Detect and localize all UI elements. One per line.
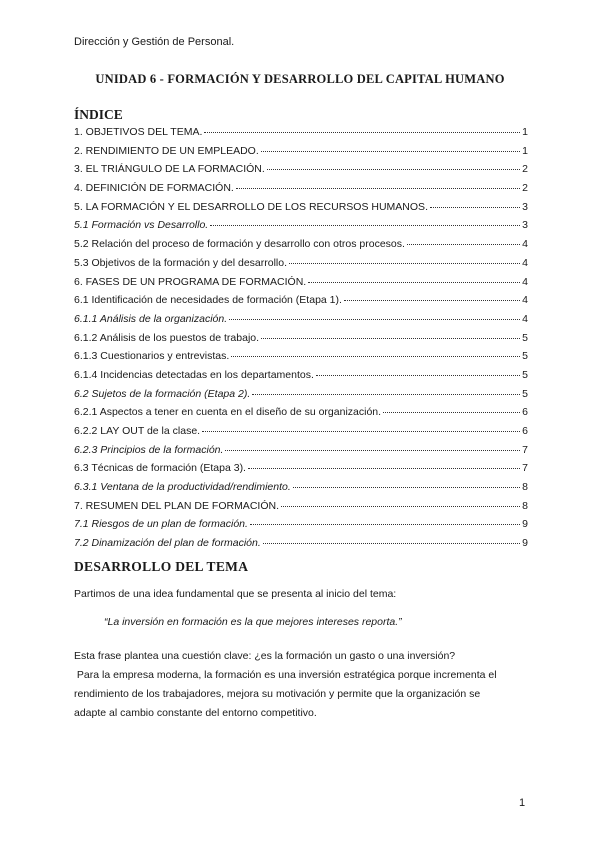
toc-entry-6-2-1[interactable]	[74, 406, 528, 425]
toc-leader-dots	[204, 132, 520, 133]
unit-title: UNIDAD 6 - FORMACIÓN Y DESARROLLO DEL CAPITAL HUMANO	[95, 72, 505, 86]
toc-entry-label: 4. DEFINICIÓN DE FORMACIÓN.	[74, 182, 234, 195]
toc-leader-dots	[430, 207, 520, 208]
toc-entry-6-1-4[interactable]	[74, 369, 528, 388]
toc-leader-dots	[229, 319, 520, 320]
toc-entry-label: 3. EL TRIÁNGULO DE LA FORMACIÓN.	[74, 163, 265, 176]
toc-entry-label: 6.1 Identificación de necesidades de formación (Etapa 1).	[74, 294, 342, 307]
toc-page-number: 3	[522, 200, 528, 213]
toc-entry-label: 6.2.3 Principios de la formación.	[74, 443, 224, 456]
development-heading: DESARROLLO DEL TEMA	[74, 559, 249, 574]
toc-page-number: 4	[522, 238, 528, 251]
toc-page-number: 4	[522, 275, 528, 288]
toc-page-number: 4	[522, 312, 528, 325]
toc-entry-6-2[interactable]	[74, 388, 528, 407]
toc-page-number: 5	[522, 387, 528, 400]
toc-leader-dots	[383, 412, 520, 413]
toc-entry-4[interactable]	[74, 182, 528, 201]
toc-entry-label: 6.3 Técnicas de formación (Etapa 3).	[74, 462, 246, 475]
toc-page-number: 8	[522, 499, 528, 512]
toc-entry-7[interactable]	[74, 500, 528, 519]
index-heading: ÍNDICE	[74, 107, 123, 122]
toc-entry-label: 1. OBJETIVOS DEL TEMA.	[74, 126, 203, 138]
toc-entry-6-3-1[interactable]	[74, 481, 528, 500]
toc-entry-label: 6.2.1 Aspectos a tener en cuenta en el diseño de su organización.	[74, 406, 382, 419]
toc-entry-6-3[interactable]	[74, 462, 528, 481]
toc-leader-dots	[202, 431, 520, 432]
toc-entry-5[interactable]	[74, 201, 528, 220]
body-line: Para la empresa moderna, la formación es una inversión estratégica porque incrementa el	[74, 669, 497, 681]
body-paragraph	[74, 647, 534, 723]
toc-page-number: 5	[522, 368, 528, 381]
toc-page-number: 5	[522, 331, 528, 344]
toc-page-number: 1	[522, 126, 528, 138]
toc-entry-label: 5.2 Relación del proceso de formación y desarrollo con otros procesos.	[74, 238, 405, 251]
toc-leader-dots	[261, 151, 520, 152]
toc-page-number: 2	[522, 182, 528, 195]
toc-entry-label: 6.2 Sujetos de la formación (Etapa 2).	[74, 387, 251, 400]
toc-entry-1[interactable]	[74, 126, 528, 145]
toc-leader-dots	[263, 543, 520, 544]
body-line: adapte al cambio constante del entorno competitivo.	[74, 707, 317, 719]
toc-entry-6[interactable]	[74, 276, 528, 295]
toc-leader-dots	[344, 300, 520, 301]
toc-entry-label: 6.1.4 Incidencias detectadas en los departamentos.	[74, 368, 314, 381]
toc-leader-dots	[248, 468, 520, 469]
quote: “La inversión en formación es la que mejores intereses reporta.”	[104, 616, 402, 628]
toc-page-number: 2	[522, 163, 528, 176]
toc-leader-dots	[236, 188, 520, 189]
toc-page-number: 7	[522, 462, 528, 475]
toc-entry-label: 6.1.2 Análisis de los puestos de trabajo.	[74, 331, 260, 344]
toc-entry-5-1[interactable]	[74, 219, 528, 238]
intro-paragraph: Partimos de una idea fundamental que se presenta al inicio del tema:	[74, 588, 397, 600]
toc-leader-dots	[210, 225, 520, 226]
toc-entry-6-1-3[interactable]	[74, 350, 528, 369]
toc-entry-label: 6.2.2 LAY OUT de la clase.	[74, 425, 201, 437]
toc-entry-6-1-2[interactable]	[74, 332, 528, 351]
toc-entry-label: 2. RENDIMIENTO DE UN EMPLEADO.	[74, 144, 259, 157]
toc-entry-label: 6. FASES DE UN PROGRAMA DE FORMACIÓN.	[74, 275, 307, 288]
toc-entry-label: 5.3 Objetivos de la formación y del desarrollo.	[74, 256, 288, 269]
toc-page-number: 7	[522, 443, 528, 456]
page-number: 1	[519, 797, 526, 809]
toc-leader-dots	[231, 356, 520, 357]
toc-leader-dots	[316, 375, 520, 376]
toc-entry-3[interactable]	[74, 163, 528, 182]
toc-page-number: 9	[522, 518, 528, 531]
toc-entry-7-2[interactable]	[74, 537, 528, 556]
body-line: Esta frase plantea una cuestión clave: ¿es la formación un gasto o una inversión?	[74, 650, 456, 662]
toc-entry-2[interactable]	[74, 145, 528, 164]
toc-entry-5-3[interactable]	[74, 257, 528, 276]
toc-leader-dots	[289, 263, 520, 264]
toc-leader-dots	[261, 338, 520, 339]
toc-leader-dots	[267, 169, 520, 170]
toc-entry-label: 7. RESUMEN DEL PLAN DE FORMACIÓN.	[74, 499, 279, 512]
toc-leader-dots	[407, 244, 520, 245]
toc-page-number: 3	[522, 219, 528, 232]
toc-leader-dots	[308, 282, 520, 283]
toc-entry-label: 6.1.3 Cuestionarios y entrevistas.	[74, 350, 230, 363]
toc-leader-dots	[250, 524, 520, 525]
toc-page-number: 6	[522, 406, 528, 419]
toc-page-number: 4	[522, 294, 528, 307]
toc-page-number: 4	[522, 256, 528, 269]
toc-entry-label: 5.1 Formación vs Desarrollo.	[74, 219, 209, 232]
toc-page-number: 1	[522, 144, 528, 157]
toc-entry-label: 5. LA FORMACIÓN Y EL DESARROLLO DE LOS RECURSOS HUMANOS.	[74, 200, 428, 213]
toc-leader-dots	[225, 450, 520, 451]
body-line: rendimiento de los trabajadores, mejora su motivación y permite que la organización se	[74, 688, 481, 700]
toc-page-number: 6	[522, 425, 528, 437]
toc-entry-label: 7.2 Dinamización del plan de formación.	[74, 537, 261, 550]
toc-page-number: 5	[522, 350, 528, 363]
toc-entry-label: 6.1.1 Análisis de la organización.	[74, 312, 228, 325]
toc-entry-5-2[interactable]	[74, 238, 528, 257]
toc-entry-6-1[interactable]	[74, 294, 528, 313]
toc-leader-dots	[281, 506, 520, 507]
toc-entry-6-2-3[interactable]	[74, 444, 528, 463]
toc-leader-dots	[293, 487, 520, 488]
toc-entry-7-1[interactable]	[74, 518, 528, 537]
toc-entry-label: 7.1 Riesgos de un plan de formación.	[74, 518, 248, 531]
toc-entry-6-2-2[interactable]	[74, 425, 528, 444]
toc-page-number: 9	[522, 537, 528, 550]
running-head: Dirección y Gestión de Personal.	[74, 36, 235, 48]
toc-entry-6-1-1[interactable]	[74, 313, 528, 332]
table-of-contents	[74, 126, 528, 556]
toc-entry-label: 6.3.1 Ventana de la productividad/rendimiento.	[74, 481, 291, 494]
toc-leader-dots	[252, 394, 520, 395]
toc-page-number: 8	[522, 481, 528, 494]
